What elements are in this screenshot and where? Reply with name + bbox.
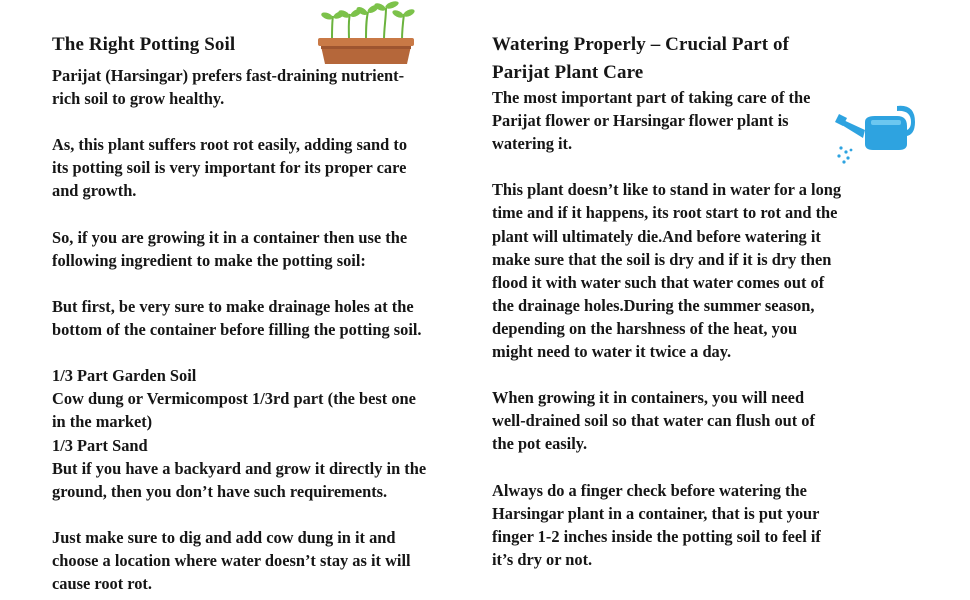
text-line: But first, be very sure to make drainage holes at the xyxy=(52,296,414,316)
text-line: following ingredient to make the potting soil: xyxy=(52,250,366,270)
text-line: and growth. xyxy=(52,181,137,201)
text-line: As, this plant suffers root rot easily, adding sand to xyxy=(52,135,408,155)
list-item: ground, then you don’t have such requirements. xyxy=(52,481,388,501)
text-line: Just make sure to dig and add cow dung in it and xyxy=(52,527,396,547)
text-line: make sure that the soil is dry and if it is dry then xyxy=(492,249,832,269)
text-line: bottom of the container before filling the potting soil. xyxy=(52,320,422,340)
text-line: flood it with water such that water comes out of xyxy=(492,272,825,292)
ingredient-list xyxy=(52,364,492,503)
watering-section-title xyxy=(492,31,789,87)
text-line: Always do a finger check before watering the xyxy=(492,480,807,500)
text-line: finger 1-2 inches inside the potting soil to feel if xyxy=(492,526,821,546)
paragraph xyxy=(52,133,492,202)
soil-section-body xyxy=(52,64,492,595)
text-line: the drainage holes.During the summer season, xyxy=(492,295,815,315)
list-item: 1/3 Part Sand xyxy=(52,435,148,455)
list-item: But if you have a backyard and grow it directly in the xyxy=(52,458,427,478)
text-line: The most important part of taking care of the xyxy=(492,88,811,107)
paragraph xyxy=(492,178,902,363)
text-line: depending on the harshness of the heat, you xyxy=(492,318,798,338)
paragraph xyxy=(52,226,492,272)
text-line: This plant doesn’t like to stand in water for a long xyxy=(492,180,842,200)
text-line: When growing it in containers, you will need xyxy=(492,388,805,408)
text-line: its potting soil is very important for its proper care xyxy=(52,158,407,178)
text-line: cause root rot. xyxy=(52,574,152,594)
list-item: in the market) xyxy=(52,412,153,432)
text-line: So, if you are growing it in a container then use the xyxy=(52,227,408,247)
paragraph xyxy=(492,386,902,455)
text-line: watering it. xyxy=(492,134,573,154)
text-line: Parijat flower or Harsingar flower plant is xyxy=(492,111,789,131)
list-item: 1/3 Part Garden Soil xyxy=(52,366,197,386)
text-line: Harsingar plant in a container, that is put your xyxy=(492,503,820,523)
seedling-pot-icon xyxy=(316,0,416,66)
text-line: plant will ultimately die.And before watering it xyxy=(492,226,821,246)
soil-section-title: The Right Potting Soil xyxy=(52,34,236,55)
text-line: rich soil to grow healthy. xyxy=(52,89,225,109)
list-item: Cow dung or Vermicompost 1/3rd part (the best one xyxy=(52,389,416,409)
text-line: it’s dry or not. xyxy=(492,549,593,569)
title-line: Watering Properly – Crucial Part of xyxy=(492,34,790,55)
text-line: Parijat (Harsingar) prefers fast-draining nutrient- xyxy=(52,66,405,85)
watering-section-body xyxy=(492,86,902,571)
text-line: well-drained soil so that water can flush out of xyxy=(492,411,815,431)
paragraph xyxy=(492,86,902,155)
text-line: choose a location where water doesn’t stay as it will xyxy=(52,550,411,570)
paragraph xyxy=(492,479,902,571)
title-line: Parijat Plant Care xyxy=(492,62,644,83)
paragraph xyxy=(52,64,492,110)
text-line: might need to water it twice a day. xyxy=(492,342,732,362)
text-line: the pot easily. xyxy=(492,434,588,454)
paragraph xyxy=(52,526,492,595)
paragraph xyxy=(52,295,492,341)
text-line: time and if it happens, its root start to rot and the xyxy=(492,203,838,223)
